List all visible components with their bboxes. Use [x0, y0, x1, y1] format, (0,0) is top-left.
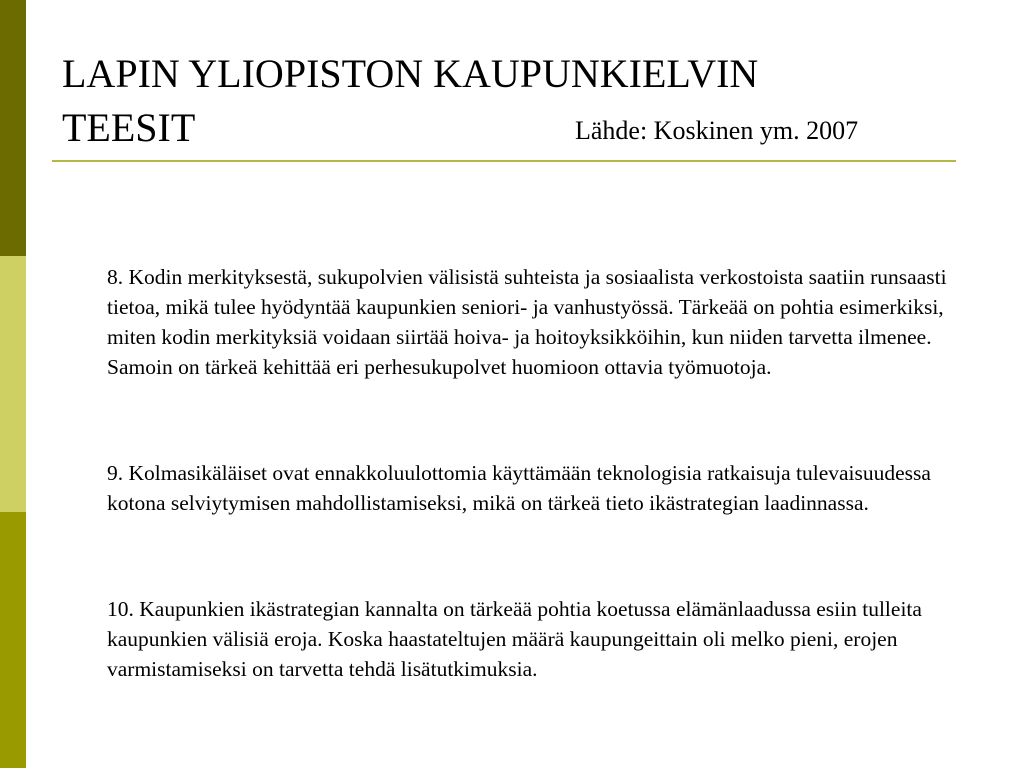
- source-citation: Lähde: Koskinen ym. 2007: [575, 116, 859, 145]
- side-bar-bottom: [0, 512, 26, 768]
- slide-title-line-2: TEESIT: [62, 105, 196, 150]
- slide-title-line-1: LAPIN YLIOPISTON KAUPUNKIELVIN: [62, 51, 759, 96]
- thesis-paragraph-8: 8. Kodin merkityksestä, sukupolvien välisistä suhteista ja sosiaalista verkostoista saatiin runsaasti tietoa, mikä tulee hyödyntää kaupunkien seniori- ja vanhustyössä. Tärkeää on pohtia esimerkiksi, miten kodin merkityksiä voidaan siirtää hoiva- ja hoitoyksikköihin, kun niiden tarvetta ilmenee. Samoin on tärkeä kehittää eri perhesukupolvet huomioon ottavia työmuotoja.: [107, 265, 947, 379]
- thesis-paragraph-10: 10. Kaupunkien ikästrategian kannalta on tärkeää pohtia koetussa elämänlaadussa esiin tulleita kaupunkien välisiä eroja. Koska haastateltujen määrä kaupungeittain oli melko pieni, erojen varmistamiseksi on tarvetta tehdä lisätutkimuksia.: [107, 597, 922, 681]
- side-bar-top: [0, 0, 26, 256]
- title-divider: [52, 160, 956, 162]
- side-bar-middle: [0, 256, 26, 512]
- thesis-paragraph-9: 9. Kolmasikäläiset ovat ennakkoluulottomia käyttämään teknologisia ratkaisuja tulevaisuudessa kotona selviytymisen mahdollistamiseksi, mikä on tärkeä tieto ikästrategian laadinnassa.: [107, 461, 931, 515]
